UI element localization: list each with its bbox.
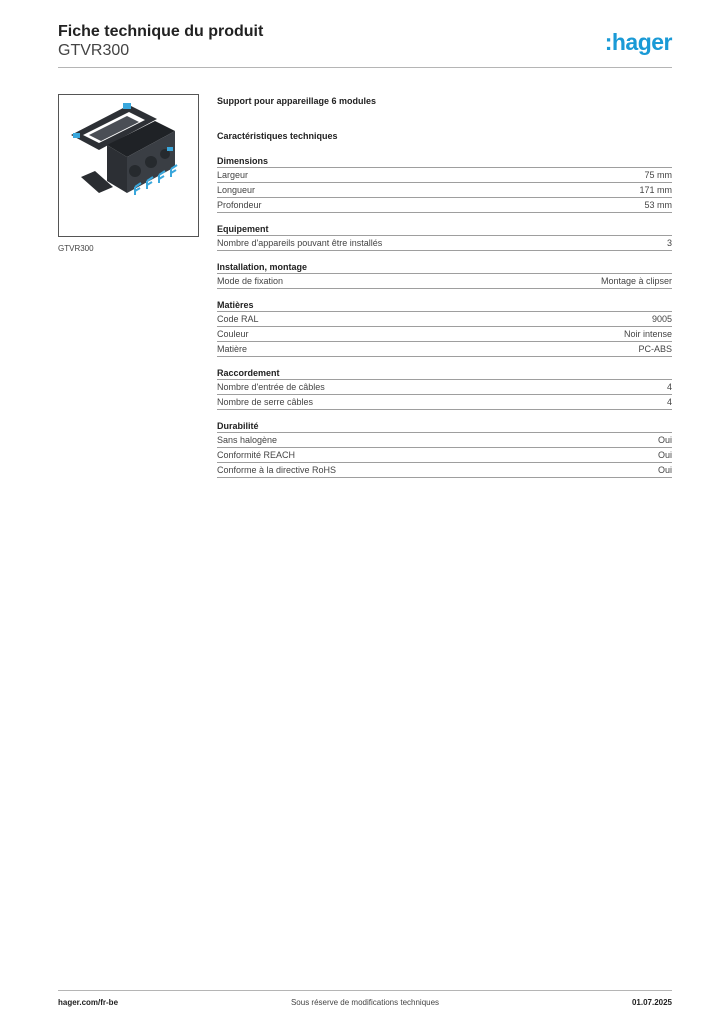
product-description: Support pour appareillage 6 modules <box>217 96 377 106</box>
section-title: Durabilité <box>217 421 259 431</box>
product-reference: GTVR300 <box>58 42 130 59</box>
spec-row <box>217 462 672 478</box>
section-matieres <box>217 299 672 357</box>
spec-label: Nombre de serre câbles <box>217 397 314 407</box>
footer-website-link[interactable]: hager.com/fr-be <box>58 998 119 1007</box>
spec-value: Oui <box>657 450 672 460</box>
product-illustration-icon <box>59 95 198 236</box>
spec-label: Nombre d'entrée de câbles <box>217 382 325 392</box>
footer-divider <box>58 990 672 991</box>
spec-row <box>217 379 672 394</box>
spec-value: 9005 <box>651 314 672 324</box>
page-title: Fiche technique du produit <box>58 23 264 40</box>
spec-label: Profondeur <box>217 200 262 210</box>
section-dimensions <box>217 155 672 213</box>
section-title: Raccordement <box>217 368 280 378</box>
spec-value: Noir intense <box>623 329 672 339</box>
spec-value: 4 <box>666 382 672 392</box>
spec-value: Montage à clipser <box>600 276 672 286</box>
spec-row <box>217 311 672 326</box>
spec-row <box>217 432 672 447</box>
spec-content <box>217 95 672 478</box>
spec-label: Longueur <box>217 185 256 195</box>
spec-value: 4 <box>666 397 672 407</box>
spec-label: Conformité REACH <box>217 450 296 460</box>
spec-label: Sans halogène <box>217 435 278 445</box>
page-header <box>58 22 672 60</box>
spec-value: Oui <box>657 435 672 445</box>
section-title: Dimensions <box>217 156 269 166</box>
hager-logo[interactable]: :hager <box>604 29 672 55</box>
section-durabilite <box>217 420 672 478</box>
spec-row <box>217 341 672 357</box>
spec-value: PC-ABS <box>638 344 672 354</box>
section-title: Installation, montage <box>217 262 308 272</box>
spec-value: Oui <box>657 465 672 475</box>
section-title: Matières <box>217 300 254 310</box>
spec-value: 171 mm <box>639 185 672 195</box>
spec-row <box>217 182 672 197</box>
footer-date: 01.07.2025 <box>631 998 672 1007</box>
spec-value: 3 <box>666 238 672 248</box>
spec-row <box>217 394 672 410</box>
spec-label: Nombre d'appareils pouvant être installés <box>217 238 383 248</box>
spec-label: Matière <box>217 344 248 354</box>
section-equipement <box>217 223 672 251</box>
spec-row <box>217 197 672 213</box>
footer-notice: Sous réserve de modifications techniques <box>290 998 440 1007</box>
section-title: Equipement <box>217 224 269 234</box>
section-raccordement <box>217 367 672 410</box>
spec-value: 75 mm <box>644 170 672 180</box>
spec-label: Code RAL <box>217 314 259 324</box>
spec-label: Conforme à la directive RoHS <box>217 465 337 475</box>
spec-value: 53 mm <box>644 200 672 210</box>
spec-row <box>217 326 672 341</box>
specs-heading: Caractéristiques techniques <box>217 131 338 141</box>
section-installation <box>217 261 672 289</box>
image-caption: GTVR300 <box>58 244 94 253</box>
spec-row <box>217 235 672 251</box>
header-divider <box>58 67 672 68</box>
spec-label: Couleur <box>217 329 249 339</box>
spec-row <box>217 273 672 289</box>
spec-row <box>217 447 672 462</box>
spec-label: Mode de fixation <box>217 276 284 286</box>
product-image <box>58 94 199 237</box>
spec-label: Largeur <box>217 170 249 180</box>
spec-row <box>217 167 672 182</box>
